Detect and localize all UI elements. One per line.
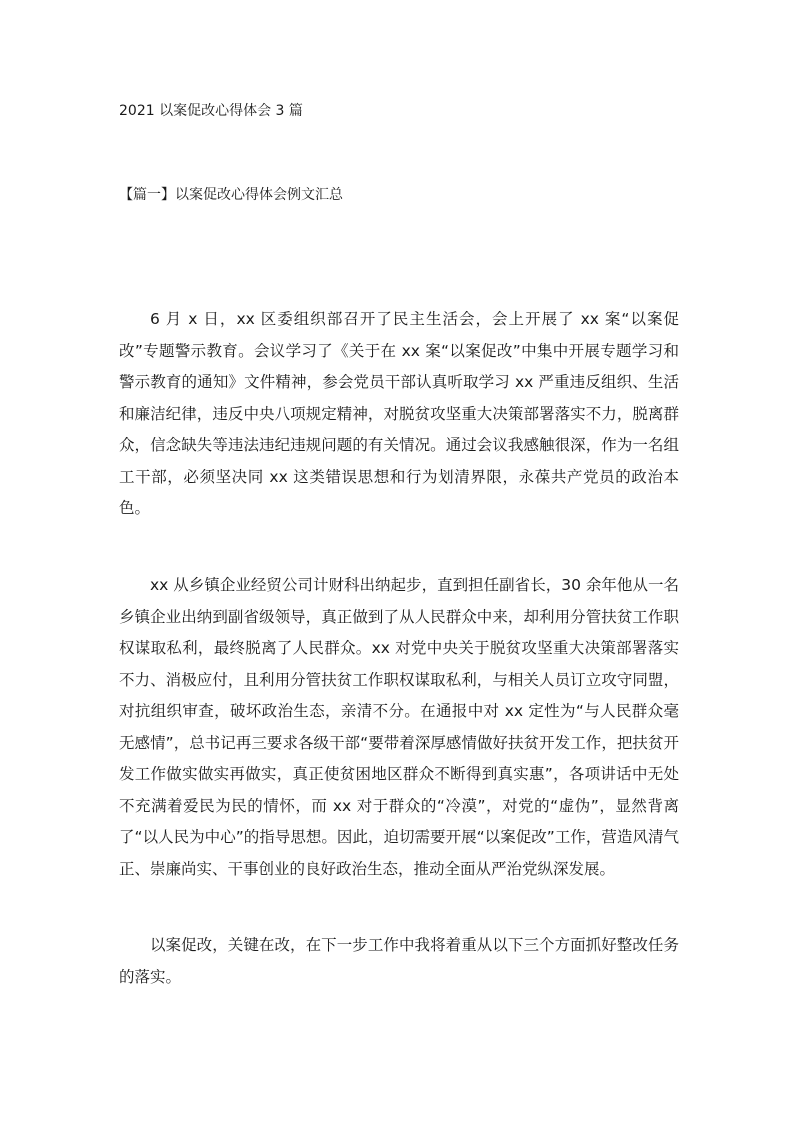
paragraph-3: 以案促改，关键在改，在下一步工作中我将着重从以下三个方面抓好整改任务的落实。 <box>119 936 679 986</box>
paragraph-2: xx 从乡镇企业经贸公司计财科出纳起步，直到担任副省长，30 余年他从一名乡镇企业出纳到副省级领导，真正做到了从人民群众中来，却利用分管扶贫工作职权谋取私利，最终脱离了人民群众。xx 对党中央关于脱贫攻坚重大决策部署落实不力、消极应付，且利用分管扶贫工作职权谋取私利，与相关人员订立攻守同盟，对抗组织审查，破坏政治生态，亲清不分。在通报中对 xx 定性为“与人民群众毫无感情”，总书记再三要求各级干部“要带着深厚感情做好扶贫开发工作，把扶贫开发工作做实做实再做实，真正使贫困地区群众不断得到真实惠”，各项讲话中无处不充满着爱民为民的情怀，而 xx 对于群众的“冷漠”，对党的“虚伪”，显然背离了“以人民为中心”的指导思想。因此，迫切需要开展“以案促改”工作，营造风清气正、崇廉尚实、干事创业的良好政治生态，推动全面从严治党纵深发展。 <box>119 576 679 878</box>
paragraph-1: 6 月 x 日，xx 区委组织部召开了民主生活会，会上开展了 xx 案“以案促改”专题警示教育。会议学习了《关于在 xx 案“以案促改”中集中开展专题学习和警示教育的通知》文件精神，参会党员干部认真听取学习 xx 严重违反组织、生活和廉洁纪律，违反中央八项规定精神，对脱贫攻坚重大决策部署落实不力，脱离群众，信念缺失等违法违纪违规问题的有关情况。通过会议我感触很深，作为一名组工干部，必须坚决同 xx 这类错误思想和行为划清界限，永葆共产党员的政治本色。 <box>119 310 679 517</box>
section-heading: 【篇一】以案促改心得体会例文汇总 <box>119 187 343 203</box>
document-title: 2021 以案促改心得体会 3 篇 <box>119 103 303 119</box>
